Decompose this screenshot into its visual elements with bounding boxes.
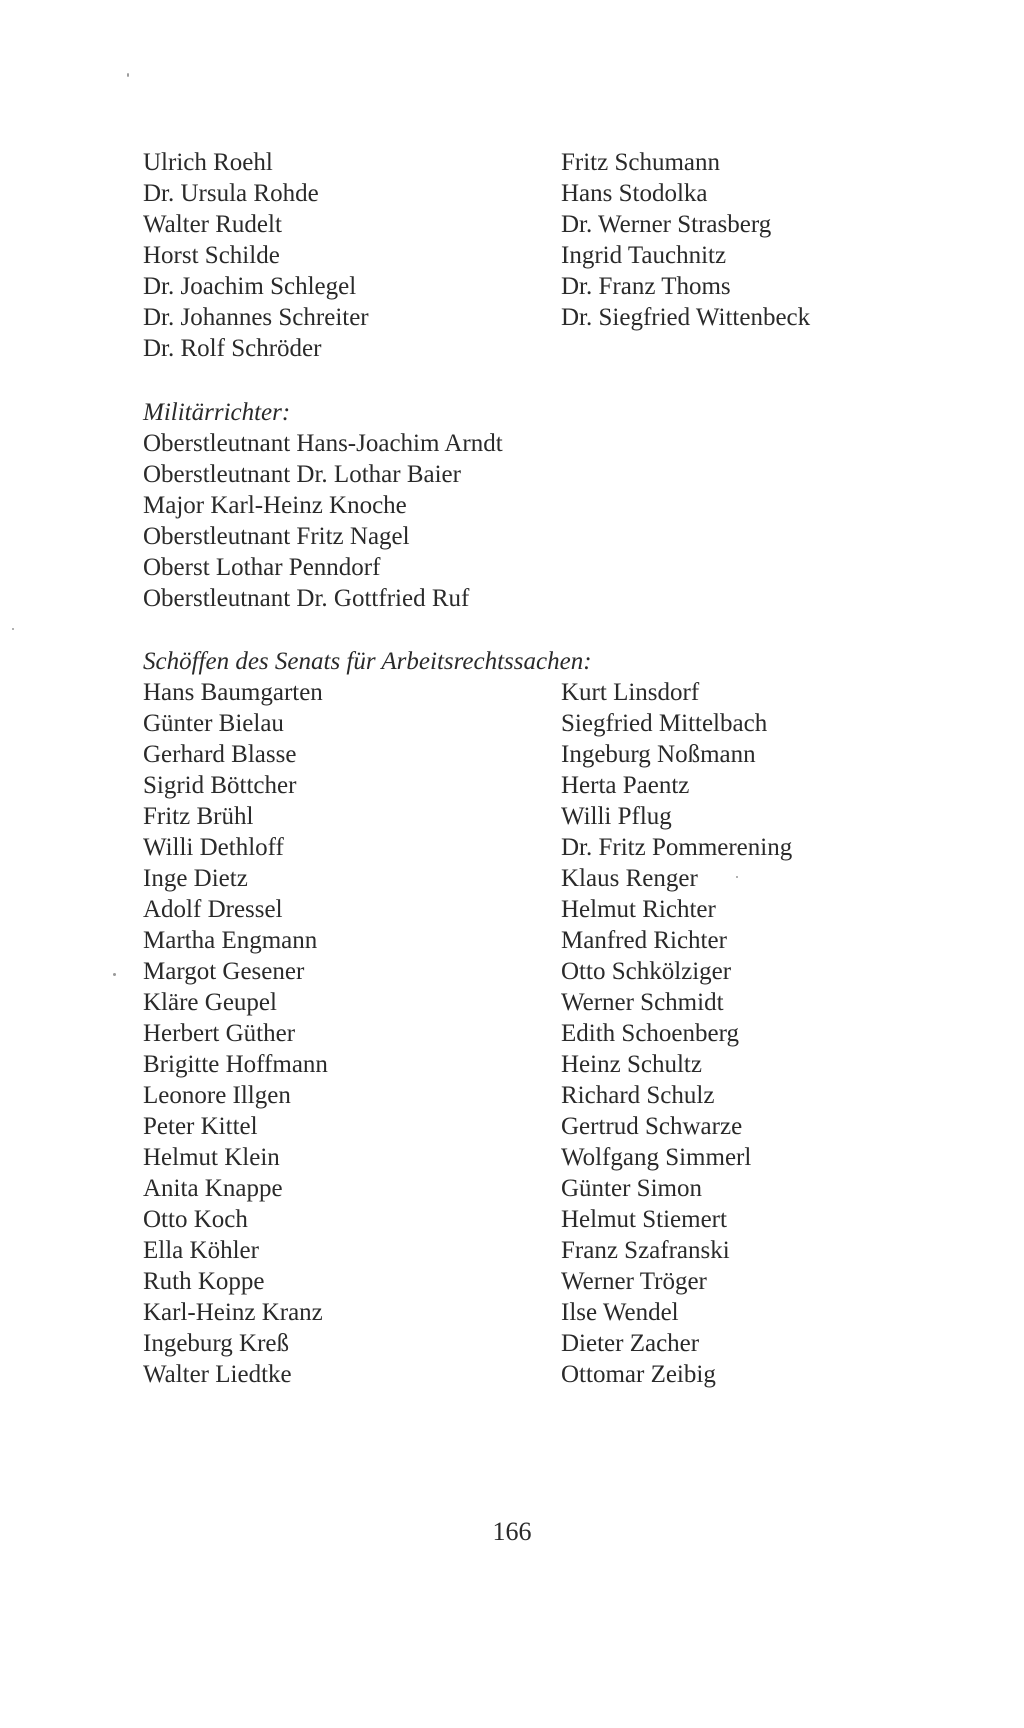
list-item: Oberst Lothar Penndorf xyxy=(143,554,381,581)
list-item: Dr. Ursula Rohde xyxy=(143,180,319,207)
list-item: Dr. Rolf Schröder xyxy=(143,335,322,362)
list-item: Dr. Joachim Schlegel xyxy=(143,273,357,300)
list-item: Martha Engmann xyxy=(143,927,318,954)
scan-speck xyxy=(736,876,738,878)
list-item: Dr. Werner Strasberg xyxy=(561,211,772,238)
list-item: Siegfried Mittelbach xyxy=(561,710,768,737)
list-item: Ella Köhler xyxy=(143,1237,259,1264)
list-item: Ilse Wendel xyxy=(561,1299,679,1326)
list-item: Oberstleutnant Fritz Nagel xyxy=(143,523,410,550)
list-item: Gerhard Blasse xyxy=(143,741,297,768)
list-item: Oberstleutnant Dr. Gottfried Ruf xyxy=(143,585,470,612)
list-item: Klaus Renger xyxy=(561,865,698,892)
list-item: Werner Schmidt xyxy=(561,989,724,1016)
judges-list-right xyxy=(561,147,810,333)
list-item: Dieter Zacher xyxy=(561,1330,700,1357)
list-item: Ulrich Roehl xyxy=(143,149,273,176)
page-number: 166 xyxy=(492,1517,532,1546)
military-judges-heading: Militärrichter: xyxy=(143,399,291,426)
list-item: Helmut Klein xyxy=(143,1144,280,1171)
list-item: Willi Pflug xyxy=(561,803,672,830)
list-item: Otto Koch xyxy=(143,1206,248,1233)
list-item: Edith Schoenberg xyxy=(561,1020,739,1047)
labor-lay-judges-heading: Schöffen des Senats für Arbeitsrechtssachen: xyxy=(143,648,592,675)
list-item: Oberstleutnant Dr. Lothar Baier xyxy=(143,461,461,488)
scan-speck xyxy=(113,973,116,976)
list-item: Walter Rudelt xyxy=(143,211,282,238)
list-item: Margot Gesener xyxy=(143,958,305,985)
list-item: Herbert Güther xyxy=(143,1020,296,1047)
scan-speck xyxy=(127,73,129,77)
list-item: Dr. Fritz Pommerening xyxy=(561,834,793,861)
list-item: Gertrud Schwarze xyxy=(561,1113,743,1140)
list-item: Dr. Johannes Schreiter xyxy=(143,304,369,331)
list-item: Otto Schkölziger xyxy=(561,958,732,985)
military-judges-list xyxy=(143,428,503,614)
list-item: Kläre Geupel xyxy=(143,989,277,1016)
list-item: Hans Stodolka xyxy=(561,180,708,207)
list-item: Peter Kittel xyxy=(143,1113,258,1140)
list-item: Günter Simon xyxy=(561,1175,702,1202)
list-item: Günter Bielau xyxy=(143,710,284,737)
list-item: Dr. Siegfried Wittenbeck xyxy=(561,304,811,331)
list-item: Wolfgang Simmerl xyxy=(561,1144,752,1171)
scan-speck xyxy=(12,628,14,630)
list-item: Willi Dethloff xyxy=(143,834,284,861)
list-item: Ottomar Zeibig xyxy=(561,1361,716,1388)
list-item: Werner Tröger xyxy=(561,1268,707,1295)
list-item: Adolf Dressel xyxy=(143,896,283,923)
list-item: Ingeburg Kreß xyxy=(143,1330,290,1357)
list-item: Richard Schulz xyxy=(561,1082,715,1109)
list-item: Ruth Koppe xyxy=(143,1268,265,1295)
list-item: Inge Dietz xyxy=(143,865,248,892)
list-item: Sigrid Böttcher xyxy=(143,772,297,799)
list-item: Dr. Franz Thoms xyxy=(561,273,731,300)
list-item: Karl-Heinz Kranz xyxy=(143,1299,323,1326)
list-item: Kurt Linsdorf xyxy=(561,679,700,706)
list-item: Franz Szafranski xyxy=(561,1237,730,1264)
judges-list-left xyxy=(143,147,369,364)
list-item: Oberstleutnant Hans-Joachim Arndt xyxy=(143,430,503,457)
list-item: Horst Schilde xyxy=(143,242,280,269)
list-item: Major Karl-Heinz Knoche xyxy=(143,492,407,519)
labor-lay-judges-list-right xyxy=(561,677,792,1390)
list-item: Heinz Schultz xyxy=(561,1051,702,1078)
list-item: Anita Knappe xyxy=(143,1175,283,1202)
list-item: Manfred Richter xyxy=(561,927,727,954)
list-item: Ingeburg Noßmann xyxy=(561,741,756,768)
list-item: Leonore Illgen xyxy=(143,1082,291,1109)
list-item: Ingrid Tauchnitz xyxy=(561,242,727,269)
list-item: Herta Paentz xyxy=(561,772,690,799)
list-item: Helmut Richter xyxy=(561,896,716,923)
list-item: Hans Baumgarten xyxy=(143,679,323,706)
labor-lay-judges-list-left xyxy=(143,677,328,1390)
list-item: Helmut Stiemert xyxy=(561,1206,727,1233)
list-item: Walter Liedtke xyxy=(143,1361,292,1388)
list-item: Fritz Brühl xyxy=(143,803,254,830)
list-item: Fritz Schumann xyxy=(561,149,721,176)
list-item: Brigitte Hoffmann xyxy=(143,1051,328,1078)
